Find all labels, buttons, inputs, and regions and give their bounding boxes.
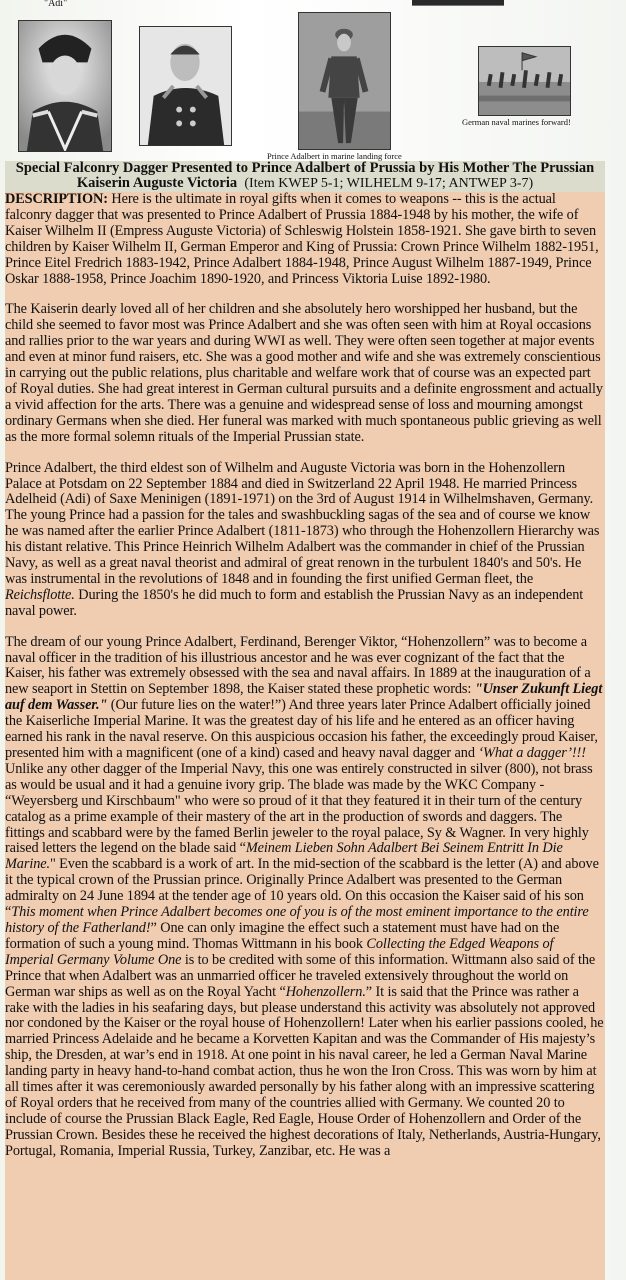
blade-legend: Meinem Lieben Sohn Adalbert Bei Seinem Entritt In Die Marine. [5,840,563,873]
cropped-photo-top [412,0,504,6]
p4-text-e: ” One can only imagine the effect such a statement must have had on the formation of such a young mind. Thomas Wittmann in his book [5,919,560,952]
title-main: Special Falconry Dagger Presented to Prince Adalbert of Prussia by His Mother The Prussian Kaiserin Auguste Victoria [15,161,595,191]
reichsflotte-term: Reichsflotte. [5,586,75,603]
what-a-dagger: ‘What a dagger’!!! [478,745,586,761]
kaiser-quote: "Unser Zukunft Liegt auf dem Wasser." [5,681,603,714]
book-title: Collecting the Edged Weapons of Imperial Germany Volume One [5,935,554,968]
portrait-adi-photo [18,20,112,152]
paragraph-description [5,192,605,287]
p3-text-a: Prince Adalbert, the third eldest son of Wilhelm and Auguste Victoria was born in the Hohenzollern Palace at Potsdam on 22 September 1884 and died in Switzerland 22 April 1948. He married Princess Adelheid (Adi) of Saxe Meninigen (1891-1971) on the 3rd of August 1914 in Wilhelmshaven, Germany. The young Prince had a passion for the tales and swashbuckling sagas of the sea and of course we know he was named after the earlier Prince Adalbert (1811-1873) who through the Hohenzollern Hierarchy was his distant relative. This Prince Heinrich Wilhelm Adalbert was the commander in chief of the Prussian Navy, as well as a great naval theorist and admiral of great renown in the turbulent 1840's and 50's. He was instrumental in the revolutions of 1848 and in founding the first unified German fleet, the [5,459,600,587]
paragraph-naval-dream [5,635,605,1160]
description-text: Here is the ultimate in royal gifts when it comes to weapons -- this is the actual falconry dagger that was presented to Prince Adalbert of Prussia 1884-1948 by his mother, the wife of Kaiser Wilhelm II (Empress Auguste Victoria) of Schleswig Holstein 1858-1921. She gave birth to seven children by Kaiser Wilhelm II, German Emperor and King of Prussia: Crown Prince Wilhelm 1882-1951, Prince Eitel Fredrich 1883-1942, Prince Adalbert 1884-1948, Prince August Wilhelm 1887-1949, Prince Oskar 1888-1958, Prince Joachim 1890-1920, and Princess Viktoria Luise 1892-1980. [5,191,599,287]
kaiser-moment-quote: This moment when Prince Adalbert becomes one of you is of the most eminent importance to the entire history of the Fatherland! [5,904,589,936]
p4-text-f: is to be credited with some of this information. Wittmann also said of the Prince that when Adalbert was an unmarried officer he traveled extensively throughout the world on German war ships as well as on the Royal Yacht “ [5,951,596,1000]
article-title [5,161,605,192]
portrait-young-prince-photo [139,26,232,146]
caption-landing-force: Prince Adalbert in marine landing force [267,151,402,161]
paragraph-prince-adalbert [5,461,605,620]
naval-marines-photo [478,46,571,116]
p3-text-b: During the 1850's he did much to form and establish the Prussian Navy as an independent naval power. [5,586,584,619]
prince-landing-force-photo [298,12,391,150]
paragraph-kaiserin: The Kaiserin dearly loved all of her children and she absolutely hero worshipped her husband, but the child she seemed to favor most was Prince Adalbert and she was often seen with him at Royal occasions and rallies prior to the war years and during WWI as well. They were often seen together at major events and even at minor fund raisers, etc. She was a good mother and wife and she was extremely conscientious in carrying out the public relations, plus charitable and welfare work that of course was an expected part of Royal duties. She had great interest in German cultural pursuits and a definite engrossment and actually a vivid affection for the arts. There was a genuine and widespread sense of loss and mourning amongst ordinary Germans when she died. Her funeral was marked with much spontaneous public grieving as well as the more formal solemn rituals of the Imperial Prussian state. [5,301,603,445]
item-codes: (Item KWEP 5-1; WILHELM 9-17; ANTWEP 3-7) [244,176,534,191]
article-body [5,192,605,1160]
photo-strip [0,0,626,162]
caption-adi: "Adi" [44,0,68,9]
p4-text-c: Unlike any other dagger of the Imperial Navy, this one was entirely constructed in silver (800), not brass as would be usual and it had a genuine ivory grip. The blade was made by the WKC Company - “Weyersberg und Kirschbaum" who were so proud of it that they featured it in their turn of the century catalog as a prime example of their mastery of the art in the production of swords and daggers. The fittings and scabbard were by the famed Berlin jeweler to the royal palace, Sy & Wagner. In very highly raised letters the legend on the blade said “ [5,760,593,857]
p4-text-a: The dream of our young Prince Adalbert, Ferdinand, Berenger Viktor, “Hohenzollern” was to become a naval officer in the tradition of his illustrious ancestor and he was ever cognizant of the fact that the Kaiser, his father was extremely obsessed with the sea and naval affairs. In 1889 at the inauguration of a new seaport in Stettin on September 1898, the Kaiser stated these prophetic words: [5,633,591,698]
article-panel [5,161,605,1280]
yacht-name: Hohenzollern. [285,983,366,1000]
p4-text-g: ” It is said that the Prince was rather a rake with the ladies in his seafaring days, but please understand this activity was absolutely not approved nor condoned by the Kaiser or the royal house of Hohenzollern! Later when his earlier passions cooled, he married Princess Adelaide and he became a Korvetten Kapitan and was the Commander of His majesty’s ship, the Dresden, at war’s end in 1918. At one point in his naval career, he led a German Naval Marine landing party in heavy hand-to-hand combat action, thus he won the Iron Cross. This was worn by him at all times after it was ceremoniously awarded personally by his father along with an impressive scattering of Royal orders that he received from many of the countries allied with Germany. We counted 20 to include of course the Prussian Black Eagle, Red Eagle, House Order of Hohenzollern and Order of the Prussian Crown. Besides these he received the highest decorations of Italy, Netherlands, Austria-Hungary, Portugal, Romania, Imperial Russia, Turkey, Zanzibar, etc. He was a [5,983,604,1159]
p4-text-b: (Our future lies on the water!”) And three years later Prince Adalbert officially joined the Kaiserliche Imperial Marine. It was the greatest day of his life and he entered as an officer having earned his rank in the naval reserve. On this auspicious occasion his father, the exceedingly proud Kaiser, presented him with a magnificent (one of a kind) cased and heavy naval dagger and [5,697,598,761]
description-label: DESCRIPTION: [5,191,108,207]
p4-text-d: " Even the scabbard is a work of art. In the mid-section of the scabbard is the letter (A) and above it the typical crown of the Prussian prince. Originally Prince Adalbert was presented to the German admiralty on 24 June 1894 at the tender age of 10 years old. On this occasion the Kaiser said of his son “ [5,856,599,921]
caption-naval-marines: German naval marines forward! [462,117,571,127]
